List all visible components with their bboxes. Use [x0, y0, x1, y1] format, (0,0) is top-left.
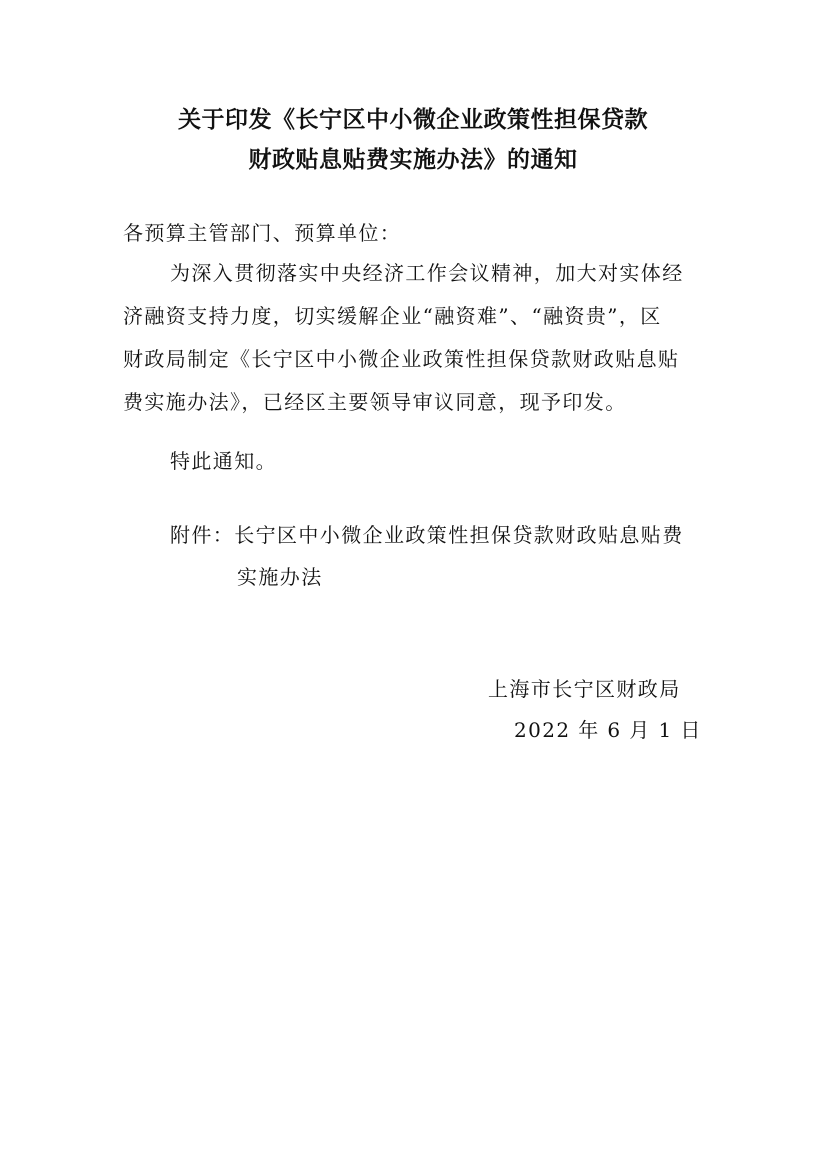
body-line-1: 为深入贯彻落实中央经济工作会议精神，加大对实体经	[170, 261, 684, 285]
issuing-organization: 上海市长宁区财政局	[488, 677, 681, 701]
body-line-3: 财政局制定《长宁区中小微企业政策性担保贷款财政贴息贴	[123, 347, 680, 371]
issue-date: 2022 年 6 月 1 日	[514, 718, 702, 742]
closing-line: 特此通知。	[170, 449, 277, 473]
document-title-line-2: 财政贴息贴费实施办法》的通知	[248, 147, 578, 173]
attachment-line-1: 附件：长宁区中小微企业政策性担保贷款财政贴息贴费	[170, 523, 684, 547]
salutation: 各预算主管部门、预算单位：	[123, 221, 402, 245]
attachment-line-2: 实施办法	[237, 565, 323, 589]
document-title-line-1: 关于印发《长宁区中小微企业政策性担保贷款	[178, 107, 648, 133]
body-line-4: 费实施办法》，已经区主要领导审议同意，现予印发。	[123, 390, 627, 414]
body-line-2: 济融资支持力度，切实缓解企业“融资难”、“融资贵”，区	[123, 304, 662, 328]
